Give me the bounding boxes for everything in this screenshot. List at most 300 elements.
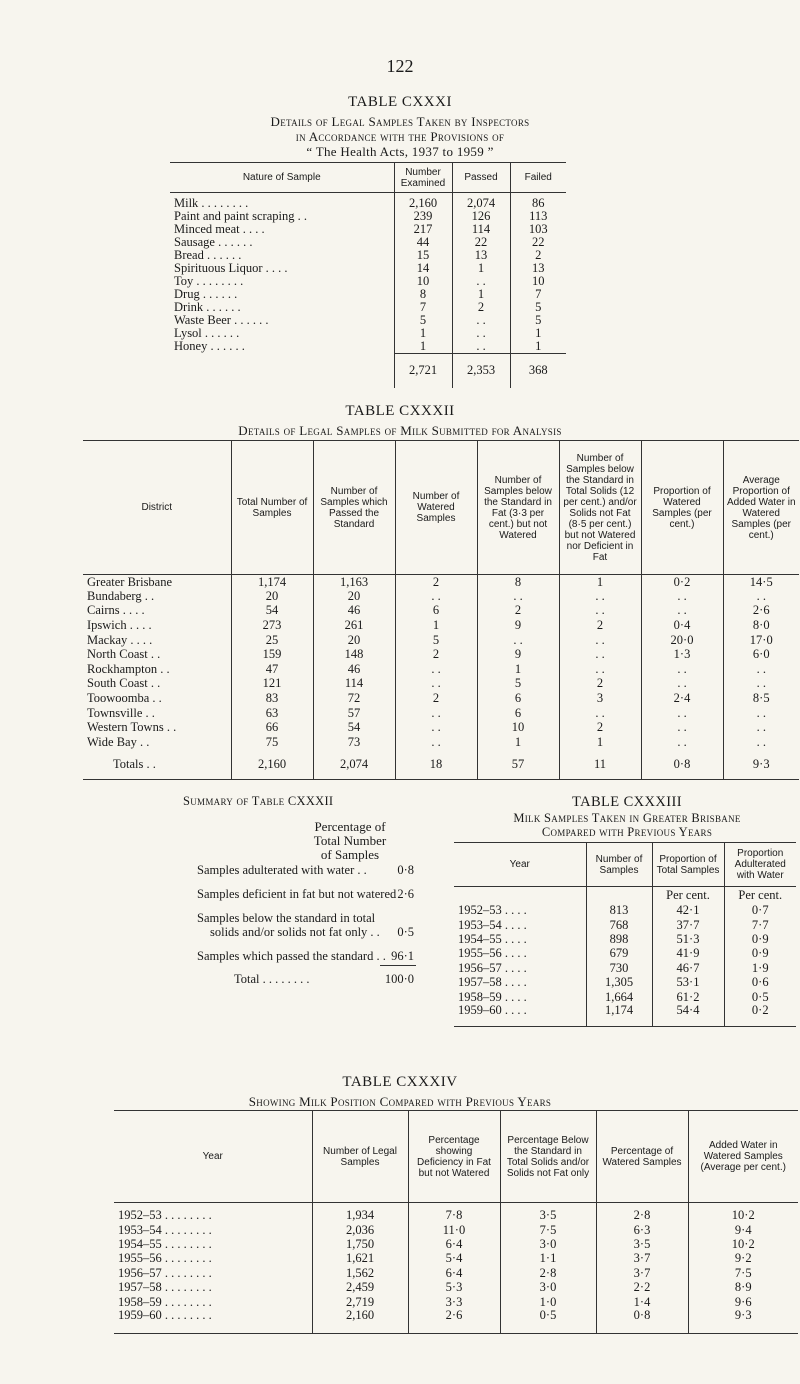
col-header: Percentage showing Deficiency in Fat but not Watered [408,1111,500,1203]
table-cell: 11 [559,750,641,780]
table-cell: 6·4 [408,1237,500,1251]
table-cell: Toy . . . . . . . . [174,274,244,288]
table-cell: 54 [313,720,395,735]
table-cxxxii-subtitle: Details of Legal Samples of Milk Submitted for Analysis [238,423,562,438]
table-cell: 2 [395,647,477,662]
table-cell: 0·5 [724,990,796,1004]
table-cell: 57 [477,750,559,780]
table-cell: 86 [510,193,566,211]
table-cell: 7·5 [688,1266,798,1280]
table-cell: Spirituous Liquor . . . . [174,261,288,275]
table-cell: 6·3 [596,1223,688,1237]
table-cell: 42·1 [652,904,724,918]
table-cell: 1959–60 . . . . [454,1004,586,1026]
table-row [170,340,566,354]
summary-col-header-line: Percentage of [314,819,386,834]
table-cell: 20 [313,589,395,604]
table-cell: . . [559,589,641,604]
table-row [454,990,796,1004]
table-cell: 113 [510,210,566,223]
table-cell: Greater Brisbane [87,574,173,589]
col-header: Passed [452,163,510,193]
table-cell: . . [559,633,641,648]
table-cell: 1 [559,735,641,750]
table-cell: 1 [394,327,452,340]
table-cell: 53·1 [652,975,724,989]
table-cell: 1954–55 . . . . [458,931,527,946]
table-cell: North Coast . . [87,647,161,662]
table-cell: . . [641,677,723,692]
table-cell: 2·4 [641,691,723,706]
table-cell: 1,750 [312,1237,408,1251]
summary-col-header-line: of Samples [320,847,380,862]
table-cell: 22 [510,236,566,249]
table-cell: 61·2 [652,990,724,1004]
table-cell: 51·3 [652,932,724,946]
table-cell: . . [723,662,799,677]
table-cell: 8 [394,288,452,301]
table-cell: 121 [231,677,313,692]
table-cell: 768 [586,918,652,932]
table-cell: 1 [510,340,566,354]
table-cell: Toowoomba . . [87,691,162,706]
table-cell: 9·2 [688,1252,798,1266]
table-cell: 1,163 [313,575,395,590]
table-row [454,904,796,918]
table-cxxxiv [114,1110,798,1334]
table-cell: 2 [510,249,566,262]
table-cell: 13 [452,249,510,262]
table-cell: Milk . . . . . . . . [174,196,249,210]
col-header: Average Proportion of Added Water in Watered Samples (per cent.) [723,441,799,575]
table-cell: 239 [394,210,452,223]
table-row [114,1252,798,1266]
table-cell: 9·3 [723,750,799,780]
table-cell: Sausage . . . . . . [174,235,253,249]
table-row [83,604,799,619]
table-cell: 46 [313,662,395,677]
table-cell: 75 [231,735,313,750]
table-row [114,1237,798,1251]
table-cell: 2·6 [408,1309,500,1333]
table-cell: 217 [394,223,452,236]
table-cell: 1,305 [586,975,652,989]
summary-row-label: Samples adulterated with water . . [197,863,367,877]
table-cell: 1,562 [312,1266,408,1280]
table-cell: 9·3 [688,1309,798,1333]
table-cell: 46·7 [652,961,724,975]
summary-row-value: 96·1 [391,949,414,963]
table-cell: 22 [452,236,510,249]
table-cell: 66 [231,720,313,735]
table-cell: 1957–58 . . . . . . . . [118,1280,212,1295]
table-row [114,1266,798,1280]
table-cell: 6 [477,691,559,706]
table-cell: Mackay . . . . [87,632,153,647]
table-cell: 72 [313,691,395,706]
table-cell: 2,459 [312,1280,408,1294]
table-cell: 1,664 [586,990,652,1004]
table-cell: 1959–60 . . . . . . . . [114,1309,312,1333]
summary-row-value: 0·5 [397,925,414,939]
table-cell: 679 [586,947,652,961]
table-cell: 46 [313,604,395,619]
table-cell: 25 [231,633,313,648]
table-cell: Lysol . . . . . . [174,326,240,340]
table-row [454,1004,796,1026]
table-cxxxii-title: TABLE CXXXII [345,403,455,419]
col-header: Proportion of Total Samples [652,843,724,887]
table-cell: . . [452,275,510,288]
table-row [454,947,796,961]
summary-sum-rule [380,965,416,966]
summary-col-header [290,820,410,862]
summary-row-label: solids and/or solids not fat only . . [210,925,380,939]
table-cell: 3·3 [408,1295,500,1309]
summary-total-label: Total . . . . . . . . [234,972,310,986]
col-header: Number of Samples [586,843,652,887]
table-cell: 2 [452,301,510,314]
table-cell: 10·2 [688,1237,798,1251]
table-cell: 2,160 [394,193,452,211]
table-cell: Townsville . . [87,705,155,720]
table-cell: 1,174 [586,1004,652,1026]
table-cell: 54·4 [652,1004,724,1026]
table-cxxxiv-title: TABLE CXXXIV [342,1074,458,1090]
table-cell: Drug . . . . . . [174,287,238,301]
table-cell: 1 [559,575,641,590]
summary-title: Summary of Table CXXXII [183,794,334,808]
table-cell: . . [641,706,723,721]
col-header: Year [114,1111,312,1203]
summary-row-label: Samples deficient in fat but not watered [197,887,397,901]
col-header: Proportion Adulterated with Water [724,843,796,887]
table-cell: . . [559,604,641,619]
totals-row [170,354,566,388]
table-cell: 20·0 [641,633,723,648]
table-cell: 0·2 [641,575,723,590]
col-header: Total Number of Samples [231,441,313,575]
table-cell: . . [641,720,723,735]
col-header: Added Water in Watered Samples (Average per cent.) [688,1111,798,1203]
table-cell: . . [395,735,477,750]
table-cell: 1958–59 . . . . [458,989,527,1004]
table-cxxxiii-subtitle-1: Milk Samples Taken in Greater Brisbane [513,811,741,825]
table-cell: 1 [477,662,559,677]
table-cell: 1954–55 . . . . . . . . [118,1236,212,1251]
col-header: Nature of Sample [170,163,394,193]
table-cell: . . [559,647,641,662]
table-row [83,677,799,692]
table-cell: Western Towns . . [87,720,177,735]
table-cell [170,354,394,388]
table-cell: 63 [231,706,313,721]
table-cell: 2 [477,604,559,619]
table-cxxxi [170,162,566,388]
table-cell: 1952–53 . . . . [458,903,527,918]
table-cell: 1 [477,735,559,750]
table-cxxxi-subtitle-3: “ The Health Acts, 1937 to 1959 ” [306,144,494,159]
table-cell: . . [395,720,477,735]
table-cell [454,887,586,904]
table-cell: 1 [395,618,477,633]
table-cell: . . [452,327,510,340]
table-cell: 20 [231,589,313,604]
table-cell: Paint and paint scraping . . [174,209,307,223]
table-cell: 2 [395,575,477,590]
table-row [83,633,799,648]
col-header: Number Examined [394,163,452,193]
table-cell: Per cent. [724,887,796,904]
table-cell: 0·8 [641,750,723,780]
table-cell: 0·5 [500,1309,596,1333]
table-cell: 2,074 [452,193,510,211]
table-cell: 3·5 [500,1203,596,1223]
table-cell: 10·2 [688,1203,798,1223]
table-cell: 8 [477,575,559,590]
table-cell: 2,719 [312,1295,408,1309]
table-row [170,327,566,340]
table-row [170,193,566,211]
table-row [454,975,796,989]
table-cell: . . [477,633,559,648]
table-cell: 10 [394,275,452,288]
table-cell: 5 [394,314,452,327]
table-cell: 1955–56 . . . . . . . . [118,1251,212,1266]
table-cell: Ipswich . . . . [87,618,152,633]
table-cell: Rockhampton . . [87,661,170,676]
table-cell: 2 [559,677,641,692]
table-cell: Wide Bay . . [87,734,150,749]
table-cell: 2,160 [231,750,313,780]
col-header: Percentage Below the Standard in Total Solids and/or Solids not Fat only [500,1111,596,1203]
table-cell: 57 [313,706,395,721]
table-cell: 2·2 [596,1280,688,1294]
table-cell: 8·0 [723,618,799,633]
table-cell: Cairns . . . . [87,603,145,618]
table-cell: 9·6 [688,1295,798,1309]
table-cell: 3·7 [596,1266,688,1280]
table-cell: 8·9 [688,1280,798,1294]
table-cell: 2·8 [500,1266,596,1280]
table-row [83,618,799,633]
table-cell: 2,721 [394,354,452,388]
table-row [83,647,799,662]
table-cell: 0·6 [724,975,796,989]
table-cell: 41·9 [652,947,724,961]
table-cell: . . [641,662,723,677]
table-cell: . . [723,735,799,750]
table-cell: . . [641,735,723,750]
table-cell: 1,621 [312,1252,408,1266]
table-cell: 73 [313,735,395,750]
table-cell: 5 [510,301,566,314]
col-header: Number of Samples which Passed the Standard [313,441,395,575]
table-cell: 1·1 [500,1252,596,1266]
table-cell: . . [641,604,723,619]
table-cell: 261 [313,618,395,633]
table-cell: 10 [477,720,559,735]
table-cell: 114 [452,223,510,236]
table-cell: 10 [510,275,566,288]
table-cell: 103 [510,223,566,236]
table-cell: 1958–59 . . . . . . . . [118,1294,212,1309]
table-row [114,1295,798,1309]
table-cell: Bundaberg . . [87,588,155,603]
table-cell: 1 [452,288,510,301]
table-cell: South Coast . . [87,676,161,691]
table-cell: . . [723,589,799,604]
table-row [83,589,799,604]
table-cell: 1·3 [641,647,723,662]
table-cell: . . [395,589,477,604]
summary-row-label: Samples which passed the standard . . [197,949,386,963]
table-cell: 3 [559,691,641,706]
table-cell: 3·0 [500,1280,596,1294]
table-row [83,575,799,590]
table-row [83,691,799,706]
table-cell: 9·4 [688,1223,798,1237]
table-cell: 159 [231,647,313,662]
col-header: Number of Samples below the Standard in Fat (3·3 per cent.) but not Watered [477,441,559,575]
table-cell: 6 [395,604,477,619]
table-cell: 1·0 [500,1295,596,1309]
table-cxxxiii-title: TABLE CXXXIII [572,794,682,810]
table-cell: 2·8 [596,1203,688,1223]
table-cell: 1 [394,340,452,354]
table-cxxxii [83,440,799,780]
table-cell: 0·9 [724,947,796,961]
table-cell: 0·9 [724,932,796,946]
summary-total-value: 100·0 [384,972,414,986]
table-cell: 9 [477,647,559,662]
table-row [114,1280,798,1294]
table-cell: 1955–56 . . . . [458,946,527,961]
table-row [454,918,796,932]
table-cell: 11·0 [408,1223,500,1237]
table-cell: . . [395,662,477,677]
table-cell: 8·5 [723,691,799,706]
table-cell: 1,174 [231,575,313,590]
table-cell: 2·6 [723,604,799,619]
table-row [114,1309,798,1333]
summary-col-header-line: Total Number [313,833,387,848]
table-cell: 114 [313,677,395,692]
table-cell: 54 [231,604,313,619]
table-cell: . . [559,706,641,721]
table-cell: 2 [559,618,641,633]
table-cell: 1·9 [724,961,796,975]
table-cell: 1·4 [596,1295,688,1309]
table-cell: 1956–57 . . . . . . . . [118,1265,212,1280]
table-cell: . . [723,677,799,692]
table-cell: 1952–53 . . . . . . . . [118,1208,212,1223]
table-cell: 1956–57 . . . . [458,960,527,975]
col-header: Percentage of Watered Samples [596,1111,688,1203]
table-cell: Totals . . [83,750,231,780]
summary-row-label: Samples below the standard in total [197,911,376,925]
table-cell: 0·4 [641,618,723,633]
col-header: Number of Samples below the Standard in Total Solids (12 per cent.) and/or Solids not Fat (8·5 per cent.) but not Watered nor Deficient in Fat [559,441,641,575]
table-cell: 3·5 [596,1237,688,1251]
table-cell: Drink . . . . . . [174,300,241,314]
table-cell: . . [723,720,799,735]
table-row [454,932,796,946]
table-cell: 20 [313,633,395,648]
table-cell: Minced meat . . . . [174,222,265,236]
table-row [114,1203,798,1223]
table-row [83,662,799,677]
table-cell: 5 [395,633,477,648]
summary-row-value: 0·8 [397,863,414,877]
table-cell: 2,074 [313,750,395,780]
table-cell: 2 [559,720,641,735]
table-cell: 1,934 [312,1203,408,1223]
table-cell: 6·4 [408,1266,500,1280]
table-cell: . . [395,706,477,721]
summary-row-value: 2·6 [397,887,414,901]
totals-row [83,750,799,780]
table-cell: 813 [586,904,652,918]
table-cell: Honey . . . . . . [174,339,245,354]
table-cell: Per cent. [652,887,724,904]
table-cell: . . [452,340,510,354]
table-cell: 9 [477,618,559,633]
table-cell: 1 [452,262,510,275]
table-cell: . . [723,706,799,721]
table-cell: 0·7 [724,904,796,918]
table-cell: . . [477,589,559,604]
table-cell: 7·5 [500,1223,596,1237]
table-cell: 1953–54 . . . . [458,917,527,932]
col-header: Number of Legal Samples [312,1111,408,1203]
table-cell: 14 [394,262,452,275]
table-cell: 7·8 [408,1203,500,1223]
table-cxxxi-subtitle-1: Details of Legal Samples Taken by Inspectors [270,114,530,129]
table-cxxxiii [454,842,796,1027]
table-cell: 14·5 [723,575,799,590]
table-cell: Bread . . . . . . [174,248,242,262]
col-header: District [83,441,231,575]
table-cell: 7 [394,301,452,314]
table-cell: 368 [510,354,566,388]
table-cell: 148 [313,647,395,662]
table-cell: 6·0 [723,647,799,662]
table-cell: 5 [477,677,559,692]
table-cell [586,887,652,904]
table-cxxxi-subtitle-2: in Accordance with the Provisions of [295,129,505,144]
table-cell: 6 [477,706,559,721]
table-cell: 5·4 [408,1252,500,1266]
col-header: Proportion of Watered Samples (per cent.) [641,441,723,575]
col-header: Number of Watered Samples [395,441,477,575]
table-cell: 3·7 [596,1252,688,1266]
table-row [83,735,799,750]
table-cell: 47 [231,662,313,677]
table-row [114,1223,798,1237]
table-cell: 5·3 [408,1280,500,1294]
col-header: Failed [510,163,566,193]
table-cell: 37·7 [652,918,724,932]
table-cell: 2 [395,691,477,706]
table-cell: 5 [510,314,566,327]
table-row [83,720,799,735]
table-row [83,706,799,721]
table-cell: 17·0 [723,633,799,648]
table-cell: 0·2 [724,1004,796,1026]
table-cell: 15 [394,249,452,262]
table-cxxxi-title: TABLE CXXXI [348,94,452,110]
